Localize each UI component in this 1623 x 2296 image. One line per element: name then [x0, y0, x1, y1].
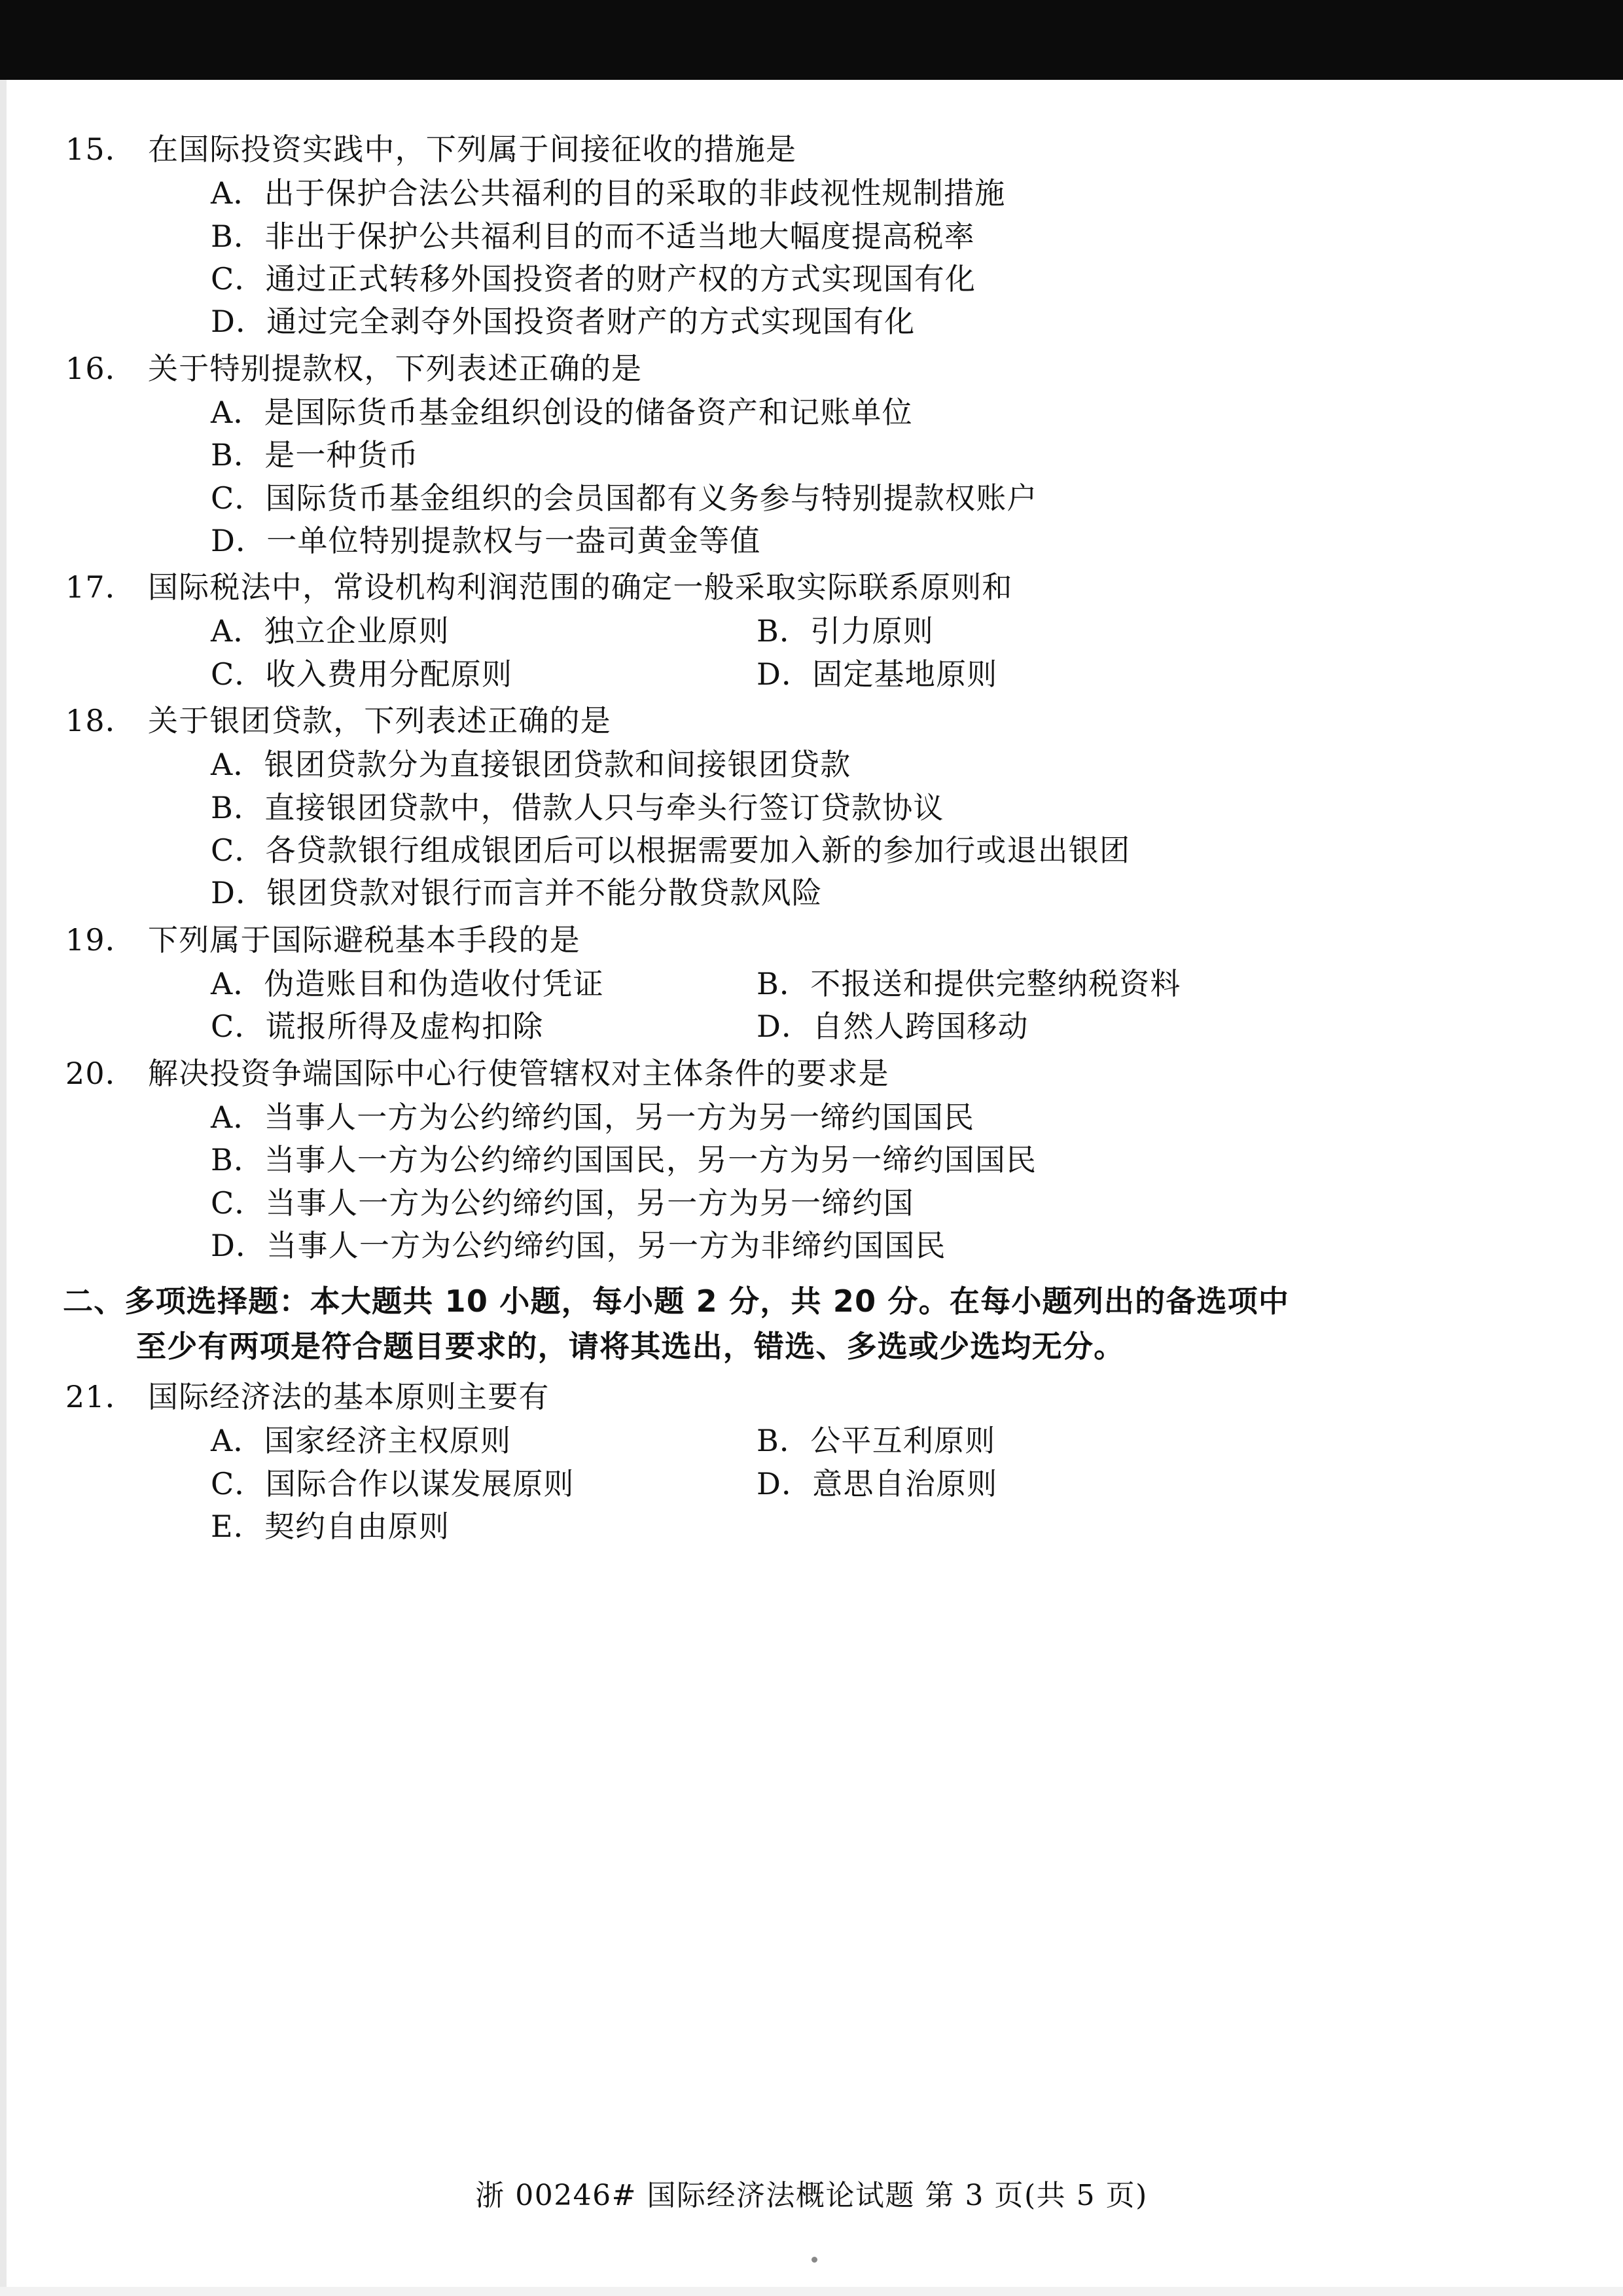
option-group: [63, 1420, 1561, 1548]
option-letter: A．: [211, 394, 264, 430]
option-text: 出于保护合法公共福利的目的采取的非歧视性规制措施: [264, 175, 1006, 211]
option-group: [63, 391, 1561, 562]
question-number: 17．: [65, 569, 136, 605]
option-letter: C．: [211, 656, 266, 692]
option-a[interactable]: [63, 963, 757, 1005]
option-letter: B．: [757, 965, 811, 1001]
option-text: 契约自由原则: [264, 1509, 450, 1545]
option-letter: C．: [211, 1465, 266, 1501]
option-text: 银团贷款分为直接银团贷款和间接银团贷款: [264, 747, 851, 783]
question-item: [63, 1052, 1561, 1268]
option-letter: D．: [211, 1227, 267, 1263]
question-item: [63, 566, 1561, 696]
option-row: [63, 963, 1561, 1005]
option-c[interactable]: [63, 1005, 757, 1048]
question-stem: [63, 348, 1561, 390]
question-number: 16．: [65, 350, 136, 386]
option-text: 公平互利原则: [810, 1423, 996, 1459]
section-heading-multiple-choice: [63, 1279, 1561, 1369]
option-text: 谎报所得及虚构扣除: [265, 1009, 544, 1045]
option-text: 引力原则: [810, 613, 935, 649]
option-row: [63, 610, 1561, 653]
option-letter: B．: [757, 613, 811, 649]
option-letter: E．: [211, 1509, 264, 1545]
option-text: 各贷款银行组成银团后可以根据需要加入新的参加行或退出银团: [265, 833, 1131, 868]
option-b[interactable]: [757, 1420, 995, 1462]
option-text: 直接银团贷款中，借款人只与牵头行签订贷款协议: [264, 789, 944, 825]
option-b[interactable]: [63, 787, 1561, 829]
question-stem: [63, 1376, 1561, 1418]
option-letter: D．: [757, 1465, 813, 1501]
option-group: [63, 963, 1561, 1049]
question-text: 在国际投资实践中，下列属于间接征收的措施是: [148, 132, 797, 167]
option-c[interactable]: [63, 258, 1561, 300]
option-d[interactable]: [757, 1463, 997, 1505]
option-letter: A．: [211, 1099, 264, 1135]
option-text: 通过完全剥夺外国投资者财产的方式实现国有化: [266, 304, 916, 340]
option-text: 是一种货币: [264, 437, 419, 473]
question-item: [63, 348, 1561, 563]
question-stem: [63, 919, 1561, 961]
question-number: 18．: [65, 703, 136, 739]
option-text: 非出于保护公共福利目的而不适当地大幅度提高税率: [264, 218, 975, 254]
option-text: 自然人跨国移动: [812, 1009, 1029, 1045]
scan-artifact-left-edge: [0, 80, 7, 2296]
option-letter: B．: [211, 789, 265, 825]
option-c[interactable]: [63, 829, 1561, 872]
option-group: [63, 744, 1561, 914]
option-letter: C．: [211, 833, 266, 868]
question-item: [63, 919, 1561, 1049]
option-c[interactable]: [63, 653, 757, 696]
question-text: 关于银团贷款，下列表述正确的是: [148, 703, 611, 739]
option-text: 通过正式转移外国投资者的财产权的方式实现国有化: [265, 260, 976, 296]
option-text: 当事人一方为公约缔约国，另一方为另一缔约国: [265, 1185, 914, 1221]
question-item: [63, 128, 1561, 344]
option-text: 当事人一方为公约缔约国，另一方为另一缔约国国民: [264, 1099, 975, 1135]
option-text: 当事人一方为公约缔约国，另一方为非缔约国国民: [266, 1227, 946, 1263]
option-group: [63, 610, 1561, 696]
option-letter: D．: [757, 656, 813, 692]
question-number: 21．: [65, 1379, 136, 1415]
option-b[interactable]: [757, 963, 1181, 1005]
option-text: 伪造账目和伪造收付凭证: [264, 965, 604, 1001]
option-a[interactable]: [63, 391, 1561, 434]
option-text: 收入费用分配原则: [265, 656, 513, 692]
question-text: 国际税法中，常设机构利润范围的确定一般采取实际联系原则和: [148, 569, 1013, 605]
option-letter: C．: [211, 1185, 266, 1221]
question-list: [63, 128, 1561, 1552]
section-heading-text: 多项选择题：本大题共 10 小题，每小题 2 分，共 20 分。在每小题列出的备选项中: [124, 1283, 1290, 1319]
page-bottom-mark: [812, 2257, 817, 2263]
question-text: 下列属于国际避税基本手段的是: [148, 922, 580, 958]
option-letter: A．: [211, 175, 264, 211]
option-text: 银团贷款对银行而言并不能分散贷款风险: [266, 875, 823, 911]
option-text: 独立企业原则: [264, 613, 450, 649]
option-text: 国际货币基金组织的会员国都有义务参与特别提款权账户: [265, 480, 1038, 516]
option-letter: A．: [211, 965, 264, 1001]
question-text: 国际经济法的基本原则主要有: [148, 1379, 550, 1415]
option-b[interactable]: [63, 1139, 1561, 1181]
option-b[interactable]: [63, 215, 1561, 258]
option-c[interactable]: [63, 1463, 757, 1505]
option-letter: A．: [211, 1423, 264, 1459]
option-d[interactable]: [757, 653, 997, 696]
option-letter: B．: [211, 218, 265, 254]
section-heading-line-2: 至少有两项是符合题目要求的，请将其选出，错选、多选或少选均无分。: [136, 1329, 1125, 1365]
option-b[interactable]: [63, 434, 1561, 476]
option-row: [63, 653, 1561, 696]
page-footer: 浙 00246# 国际经济法概论试题 第 3 页(共 5 页): [475, 2179, 1148, 2212]
option-text: 是国际货币基金组织创设的储备资产和记账单位: [264, 394, 913, 430]
option-b[interactable]: [757, 610, 934, 653]
option-letter: D．: [211, 875, 267, 911]
option-row: [63, 1463, 1561, 1505]
question-stem: [63, 566, 1561, 609]
option-letter: D．: [757, 1009, 813, 1045]
option-text: 意思自治原则: [812, 1465, 998, 1501]
option-d[interactable]: [63, 520, 1561, 562]
question-stem: [63, 128, 1561, 171]
option-letter: C．: [211, 1009, 266, 1045]
option-a[interactable]: [63, 1420, 757, 1462]
option-letter: C．: [211, 260, 266, 296]
option-row: [63, 1005, 1561, 1048]
option-d[interactable]: [63, 300, 1561, 343]
option-group: [63, 1096, 1561, 1267]
question-item: [63, 1376, 1561, 1548]
option-letter: B．: [211, 437, 265, 473]
option-d[interactable]: [63, 1225, 1561, 1267]
option-a[interactable]: [63, 1096, 1561, 1139]
option-text: 一单位特别提款权与一盎司黄金等值: [266, 522, 761, 558]
option-text: 不报送和提供完整纳税资料: [810, 965, 1181, 1001]
scan-artifact-bottom-edge: [0, 2287, 1623, 2296]
option-d[interactable]: [757, 1005, 1029, 1048]
option-letter: C．: [211, 480, 266, 516]
option-row: [63, 1420, 1561, 1462]
option-d[interactable]: [63, 872, 1561, 914]
option-letter: A．: [211, 613, 264, 649]
option-text: 国家经济主权原则: [264, 1423, 512, 1459]
option-a[interactable]: [63, 172, 1561, 215]
option-letter: D．: [211, 304, 267, 340]
question-number: 20．: [65, 1055, 136, 1091]
option-text: 国际合作以谋发展原则: [265, 1465, 575, 1501]
option-letter: B．: [211, 1142, 265, 1178]
question-item: [63, 700, 1561, 915]
question-stem: [63, 1052, 1561, 1095]
scan-artifact-top-band: [0, 0, 1623, 80]
option-letter: B．: [757, 1423, 811, 1459]
option-letter: A．: [211, 747, 264, 783]
option-a[interactable]: [63, 610, 757, 653]
question-text: 解决投资争端国际中心行使管辖权对主体条件的要求是: [148, 1055, 889, 1091]
option-text: 当事人一方为公约缔约国国民，另一方为另一缔约国国民: [264, 1142, 1037, 1178]
option-letter: D．: [211, 522, 267, 558]
question-stem: [63, 700, 1561, 742]
question-number: 15．: [65, 132, 136, 167]
option-c[interactable]: [63, 477, 1561, 520]
option-text: 固定基地原则: [812, 656, 998, 692]
option-group: [63, 172, 1561, 343]
question-text: 关于特别提款权，下列表述正确的是: [148, 350, 643, 386]
section-label: 二、: [63, 1283, 125, 1319]
question-number: 19．: [65, 922, 136, 958]
option-a[interactable]: [63, 744, 1561, 786]
option-c[interactable]: [63, 1182, 1561, 1225]
section-heading-line-1: [63, 1279, 1561, 1324]
option-e[interactable]: [63, 1505, 1561, 1548]
